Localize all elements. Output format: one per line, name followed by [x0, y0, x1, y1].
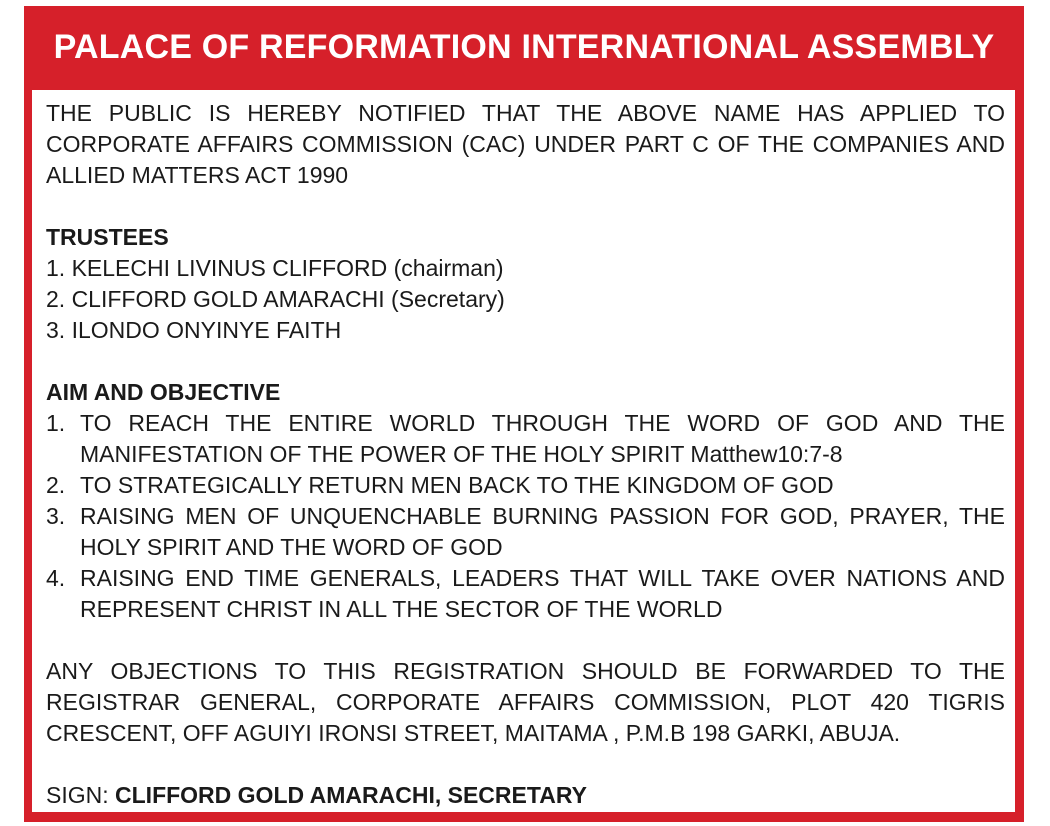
public-notice	[24, 6, 1024, 822]
aim-number: 3.	[46, 503, 66, 529]
trustee-item: 3. ILONDO ONYINYE FAITH	[46, 317, 342, 343]
aim-item	[46, 501, 1005, 563]
aim-number: 1.	[46, 410, 66, 436]
aims-heading: AIM AND OBJECTIVE	[46, 379, 281, 405]
notice-title: PALACE OF REFORMATION INTERNATIONAL ASSEMBLY	[53, 28, 995, 66]
trustee-item: 2. CLIFFORD GOLD AMARACHI (Secretary)	[46, 286, 505, 312]
trustees-heading: TRUSTEES	[46, 224, 169, 250]
aim-text: RAISING END TIME GENERALS, LEADERS THAT WILL TAKE OVER NATIONS AND REPRESENT CHRIST IN ALL THE SECTOR OF THE WORLD	[80, 565, 1005, 622]
notice-body	[32, 90, 1015, 812]
aim-item	[46, 470, 1005, 501]
sign-name: CLIFFORD GOLD AMARACHI, SECRETARY	[115, 782, 587, 808]
objections-paragraph: ANY OBJECTIONS TO THIS REGISTRATION SHOULD BE FORWARDED TO THE REGISTRAR GENERAL, CORPORATE AFFAIRS COMMISSION, PLOT 420 TIGRIS CRESCENT, OFF AGUIYI IRONSI STREET, MAITAMA , P.M.B 198 GARKI, ABUJA.	[46, 658, 1005, 746]
sign-label: SIGN:	[46, 782, 109, 808]
aim-number: 2.	[46, 472, 66, 498]
aim-text: TO STRATEGICALLY RETURN MEN BACK TO THE KINGDOM OF GOD	[80, 472, 834, 498]
aim-text: RAISING MEN OF UNQUENCHABLE BURNING PASSION FOR GOD, PRAYER, THE HOLY SPIRIT AND THE WORD OF GOD	[80, 503, 1005, 560]
spacer	[46, 625, 1005, 656]
aim-item	[46, 408, 1005, 470]
aim-item	[46, 563, 1005, 625]
aims-list	[46, 408, 1005, 625]
aim-text: TO REACH THE ENTIRE WORLD THROUGH THE WORD OF GOD AND THE MANIFESTATION OF THE POWER OF THE HOLY SPIRIT Matthew10:7-8	[80, 410, 1005, 467]
aim-number: 4.	[46, 565, 66, 591]
signature-line	[46, 780, 1005, 811]
trustee-item: 1. KELECHI LIVINUS CLIFFORD (chairman)	[46, 255, 504, 281]
trustees-list	[46, 253, 1005, 346]
spacer	[46, 749, 1005, 780]
intro-paragraph: THE PUBLIC IS HEREBY NOTIFIED THAT THE ABOVE NAME HAS APPLIED TO CORPORATE AFFAIRS COMMISSION (CAC) UNDER PART C OF THE COMPANIES AND ALLIED MATTERS ACT 1990	[46, 100, 1005, 188]
